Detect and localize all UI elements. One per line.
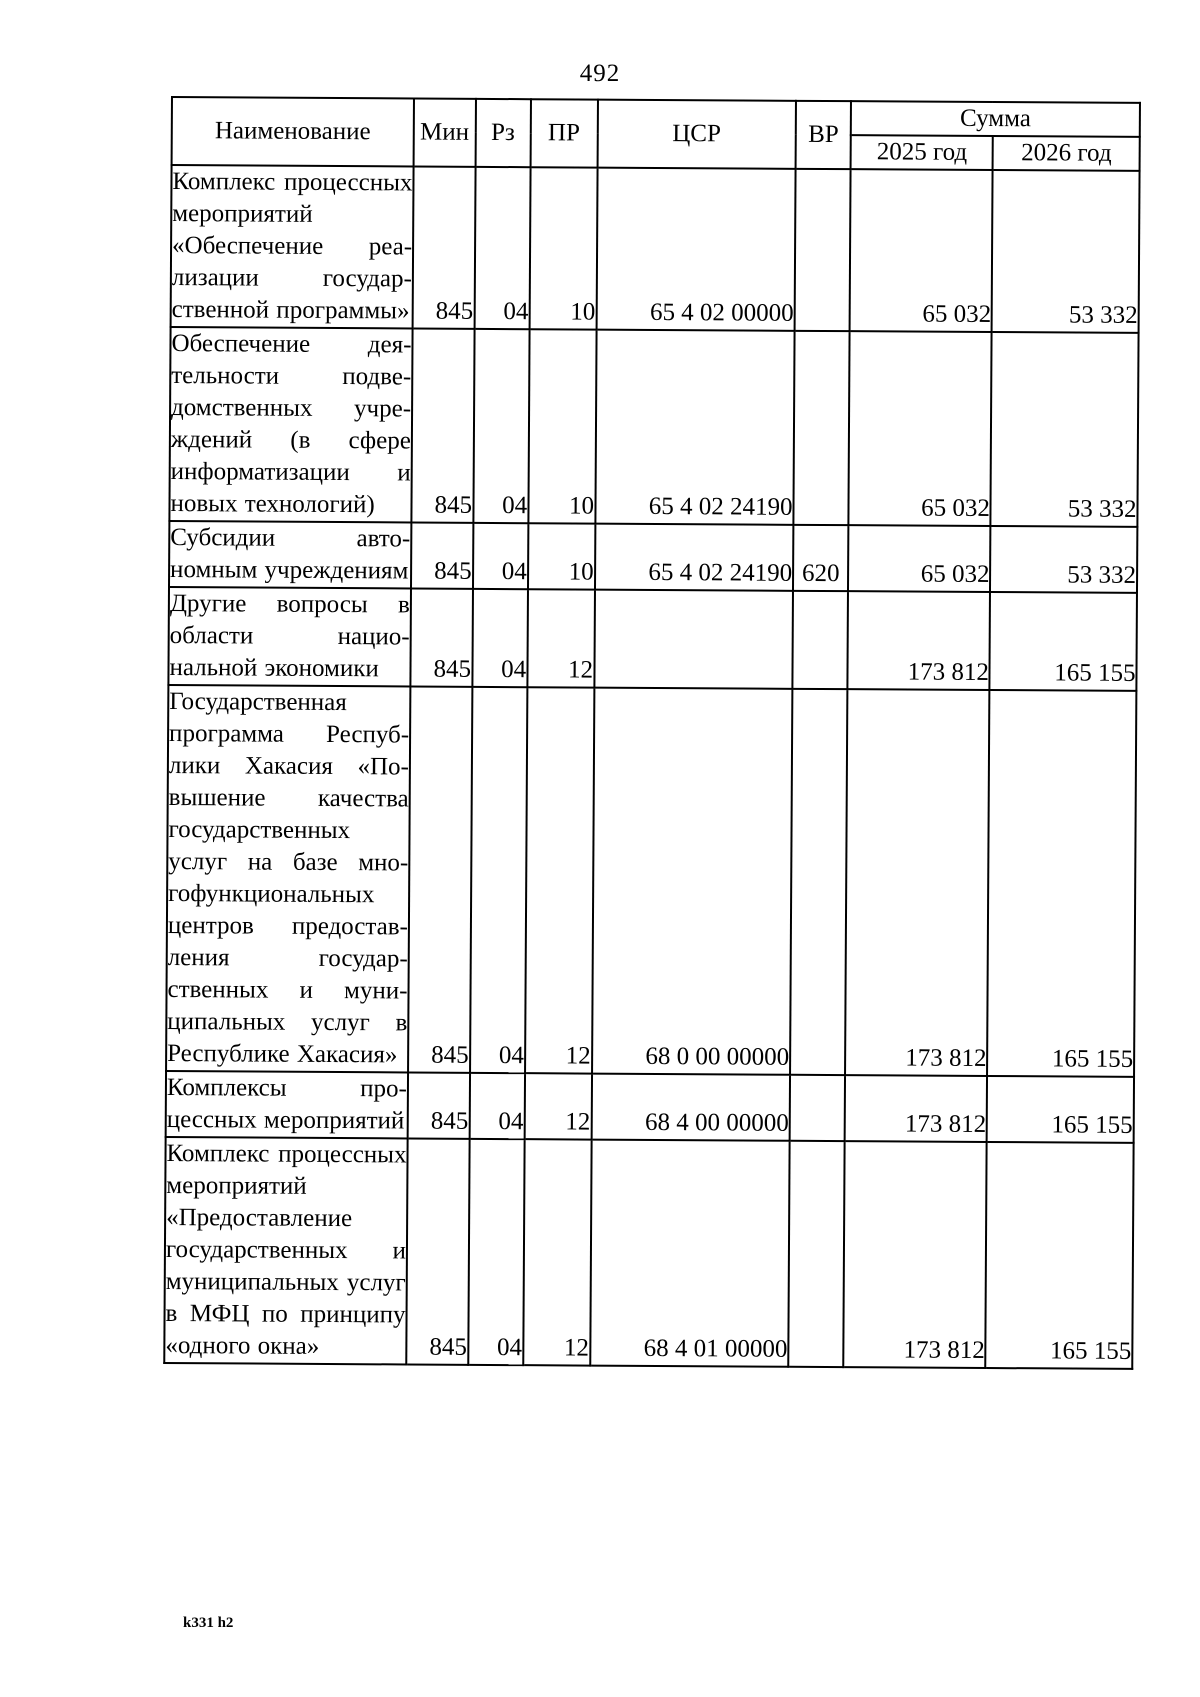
row-sum-2025: 65 032 (848, 525, 991, 592)
row-rz: 04 (469, 1073, 525, 1139)
row-rz: 04 (472, 589, 528, 687)
row-pr: 10 (528, 329, 596, 523)
header-vr: ВР (796, 101, 852, 169)
header-name: Наименование (172, 97, 414, 166)
header-year-2025: 2025 год (851, 135, 993, 170)
row-min: 845 (411, 522, 473, 588)
row-rz: 04 (470, 687, 528, 1073)
row-sum-2026: 165 155 (987, 690, 1136, 1077)
row-sum-2026: 53 332 (990, 526, 1137, 593)
footer-code: k331 h2 (183, 1615, 234, 1631)
header-rz: Рз (475, 99, 531, 167)
row-sum-2025: 173 812 (845, 689, 990, 1076)
row-min: 845 (406, 1138, 469, 1364)
row-sum-2026: 165 155 (990, 592, 1137, 691)
row-min: 845 (408, 1072, 470, 1138)
row-csr (594, 590, 793, 689)
row-csr: 65 4 02 24190 (595, 330, 795, 525)
row-vr (795, 169, 851, 331)
header-min: Мин (414, 98, 476, 166)
row-sum-2026: 53 332 (992, 170, 1140, 333)
row-pr: 12 (525, 687, 594, 1073)
header-sum: Сумма (851, 101, 1140, 137)
page-number: 492 (579, 60, 621, 87)
row-sum-2025: 65 032 (850, 169, 993, 332)
row-rz: 04 (474, 167, 530, 329)
row-name: Комплекс процессных мероприятий «Предоставление государственных и муниципальных услуг в МФЦ по принципу «одного окна» (164, 1137, 407, 1364)
row-sum-2026: 165 155 (986, 1142, 1134, 1369)
row-csr: 65 4 02 24190 (595, 524, 794, 591)
row-csr: 68 4 00 00000 (591, 1074, 790, 1141)
row-sum-2025: 173 812 (845, 1075, 988, 1142)
row-min: 845 (413, 166, 476, 328)
table-row (168, 587, 1137, 691)
row-min: 845 (410, 588, 472, 686)
row-csr: 68 0 00 00000 (592, 688, 793, 1075)
row-sum-2026: 53 332 (991, 332, 1139, 527)
row-name: Другие вопросы в области национальной экономики (168, 587, 411, 686)
row-name: Государственная программа Республики Хакасия «Повышение качества государственных услуг на базе многофункциональных центров предоставления государственных и муниципальных услуг в Республике Хакасия» (166, 685, 410, 1072)
table-row (166, 685, 1136, 1077)
row-vr (790, 1075, 846, 1141)
row-csr: 65 4 02 00000 (596, 168, 795, 331)
table-row (171, 165, 1140, 333)
header-pr: ПР (530, 99, 597, 167)
row-vr (792, 591, 848, 689)
table-row (169, 327, 1138, 527)
row-pr: 10 (529, 167, 597, 329)
row-pr: 12 (523, 1139, 591, 1365)
row-rz: 04 (473, 523, 529, 589)
row-name: Обеспечение деятельности подведомственных учреждений (в сфере информатизации и новых технологий) (169, 327, 412, 522)
row-vr (790, 689, 848, 1075)
row-sum-2025: 173 812 (848, 591, 991, 690)
header-csr: ЦСР (597, 100, 796, 169)
budget-table (163, 96, 1141, 1370)
table-row (169, 521, 1137, 593)
row-min: 845 (411, 328, 474, 522)
row-name: Комплекс процессных мероприятий «Обеспечение реализации государственной программы» (171, 165, 414, 328)
row-pr: 12 (527, 589, 594, 687)
row-rz: 04 (468, 1139, 525, 1365)
table-row (166, 1071, 1134, 1143)
row-name: Комплексы процессных мероприятий (166, 1071, 408, 1138)
row-csr: 68 4 01 00000 (590, 1140, 790, 1367)
row-sum-2026: 165 155 (987, 1076, 1134, 1143)
row-vr (788, 1141, 845, 1367)
row-rz: 04 (473, 329, 529, 523)
row-vr (793, 331, 849, 525)
row-min: 845 (408, 686, 472, 1072)
row-pr: 12 (524, 1073, 591, 1139)
row-sum-2025: 173 812 (843, 1141, 987, 1368)
table-row (164, 1137, 1133, 1369)
row-vr: 620 (793, 525, 849, 591)
row-sum-2025: 65 032 (849, 331, 992, 526)
row-name: Субсидии автономным учреждениям (169, 521, 411, 588)
row-pr: 10 (528, 523, 595, 589)
header-year-2026: 2026 год (993, 136, 1140, 171)
